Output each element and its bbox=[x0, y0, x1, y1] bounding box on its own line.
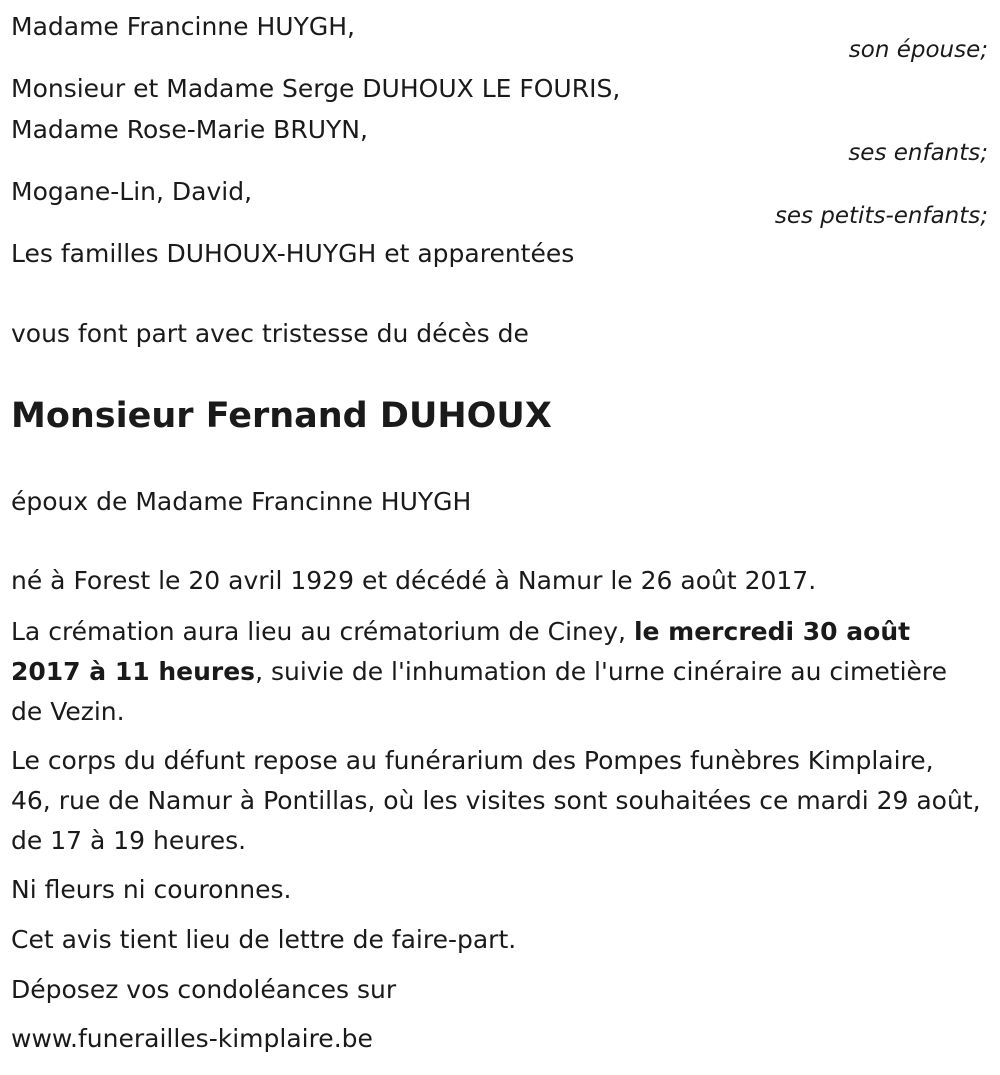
child-daughter: Madame Rose-Marie BRUYN, bbox=[11, 115, 368, 144]
deceased-name: Monsieur Fernand DUHOUX bbox=[11, 396, 552, 436]
cremation-date: le mercredi 30 août 2017 à 11 heures bbox=[11, 617, 911, 686]
cremation-paragraph bbox=[11, 612, 981, 732]
cremation-text-pre: La crémation aura lieu au crématorium de Ciney, bbox=[11, 617, 634, 646]
children-role: ses enfants; bbox=[848, 140, 988, 166]
grandchildren-names: Mogane-Lin, David, bbox=[11, 177, 253, 206]
cremation-text-post: , suivie de l'inhumation de l'urne cinéraire au cimetière de Vezin. bbox=[11, 657, 948, 726]
no-flowers: Ni fleurs ni couronnes. bbox=[11, 875, 292, 904]
spouse-of: époux de Madame Francinne HUYGH bbox=[11, 487, 472, 516]
website-link[interactable]: www.funerailles-kimplaire.be bbox=[11, 1024, 373, 1053]
intro-text: vous font part avec tristesse du décès de bbox=[11, 319, 529, 348]
viewing-paragraph: Le corps du défunt repose au funérarium des Pompes funèbres Kimplaire, 46, rue de Namur à Pontillas, où les visites sont souhaitées ce mardi 29 août, de 17 à 19 heures. bbox=[11, 746, 981, 855]
grandchildren-role: ses petits-enfants; bbox=[774, 203, 988, 229]
spouse-name: Madame Francinne HUYGH, bbox=[11, 12, 355, 41]
notice-text: Cet avis tient lieu de lettre de faire-part. bbox=[11, 925, 517, 954]
spouse-role: son épouse; bbox=[848, 37, 988, 63]
condolences-text: Déposez vos condoléances sur bbox=[11, 975, 397, 1004]
child-couple: Monsieur et Madame Serge DUHOUX LE FOURIS, bbox=[11, 74, 621, 103]
extended-families: Les familles DUHOUX-HUYGH et apparentées bbox=[11, 239, 575, 268]
birth-death: né à Forest le 20 avril 1929 et décédé à Namur le 26 août 2017. bbox=[11, 566, 817, 595]
